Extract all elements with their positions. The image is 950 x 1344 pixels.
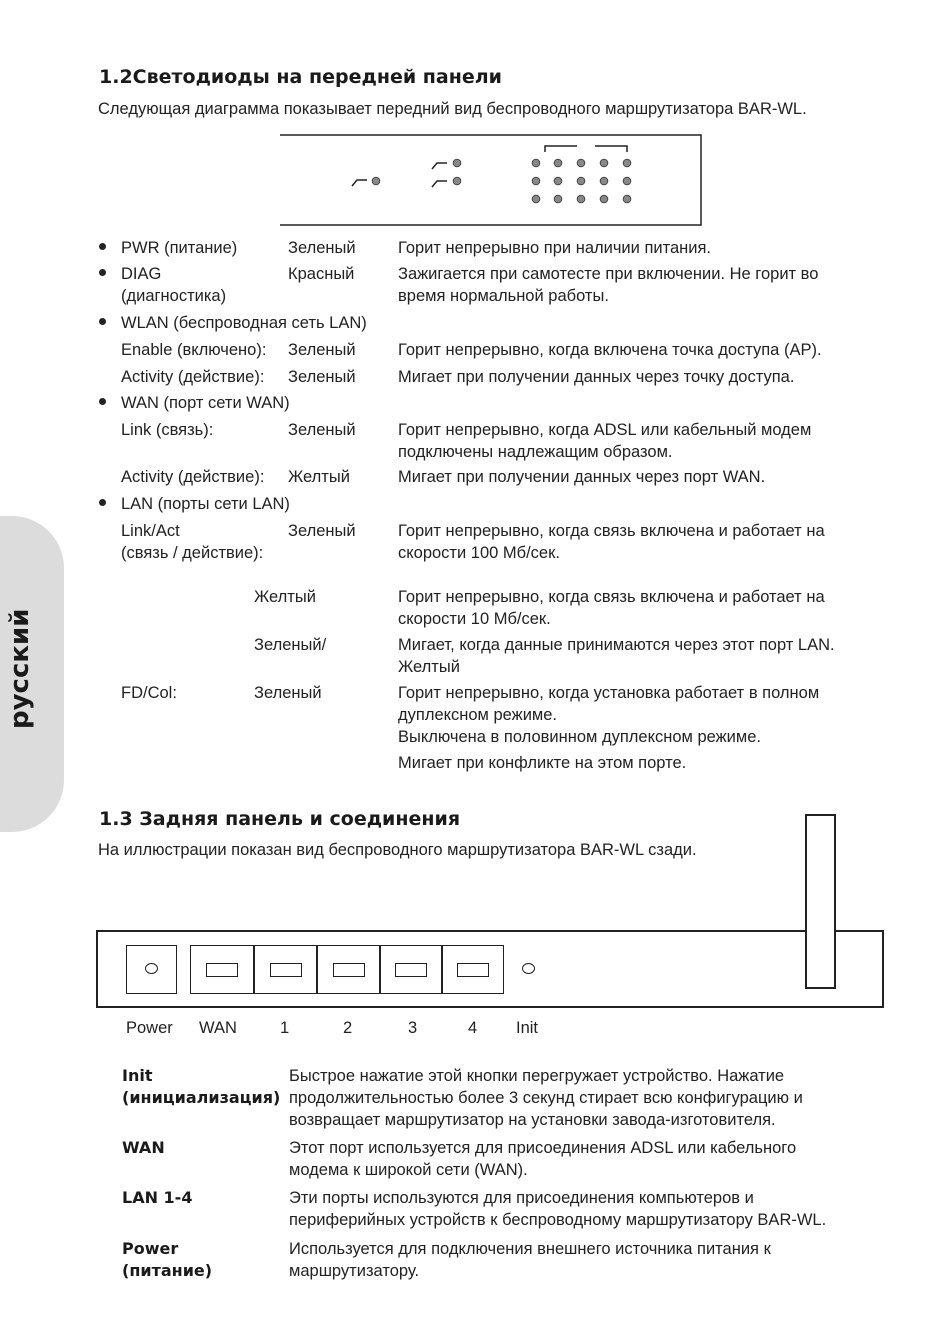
lan-port-1 bbox=[254, 945, 317, 994]
led-desc-line: Мигает, когда данные принимаются через этот порт LAN. bbox=[398, 636, 835, 654]
led-color: Красный bbox=[288, 265, 355, 283]
pwr-led bbox=[372, 177, 380, 185]
bullet bbox=[99, 243, 106, 250]
section-1-2-intro: Следующая диаграмма показывает передний вид беспроводного маршрутизатора BAR-WL. bbox=[98, 100, 807, 118]
wlan-enable-led bbox=[453, 159, 461, 167]
pwr-led-leader bbox=[352, 180, 367, 186]
led-desc-line: Горит непрерывно, когда установка работает в полном bbox=[398, 684, 820, 702]
rear-label-lan-3: 3 bbox=[408, 1019, 418, 1037]
led-desc-line: Мигает при конфликте на этом порте. bbox=[398, 754, 687, 772]
led-color: Зеленый bbox=[288, 522, 356, 540]
rear-label-init: Init bbox=[516, 1019, 539, 1037]
definition-desc-line: продолжительностью более 3 секунд стирает всю конфигурацию и bbox=[289, 1089, 803, 1107]
led-color: Желтый bbox=[288, 468, 350, 486]
bullet bbox=[99, 269, 106, 276]
power-jack-icon bbox=[145, 963, 158, 974]
led bbox=[554, 177, 562, 185]
side-language-label: русский bbox=[5, 608, 35, 729]
led-name-sub: (связь / действие): bbox=[121, 544, 264, 562]
definition-desc-line: Используется для подключения внешнего источника питания к bbox=[289, 1240, 771, 1258]
bullet bbox=[99, 398, 106, 405]
led bbox=[600, 159, 608, 167]
led-desc-line: Желтый bbox=[398, 658, 460, 676]
led bbox=[554, 195, 562, 203]
definition-term: Power bbox=[122, 1239, 179, 1258]
section-1-2-heading: 1.2Светодиоды на передней панели bbox=[99, 66, 502, 88]
rear-label-lan-1: 1 bbox=[280, 1019, 290, 1037]
led bbox=[577, 159, 585, 167]
led-desc-line: время нормальной работы. bbox=[398, 287, 609, 305]
led-desc-line: скорости 100 Мб/сек. bbox=[398, 544, 560, 562]
bullet bbox=[99, 499, 106, 506]
definition-desc-line: модема к широкой сети (WAN). bbox=[289, 1161, 528, 1179]
led-desc-line: подключены надлежащим образом. bbox=[398, 443, 673, 461]
led-desc-line: Мигает при получении данных через точку доступа. bbox=[398, 368, 795, 386]
led bbox=[623, 159, 631, 167]
led bbox=[623, 195, 631, 203]
lan-bracket-right bbox=[595, 146, 627, 152]
led-color: Зеленый bbox=[288, 341, 356, 359]
led-name: PWR (питание) bbox=[121, 239, 238, 257]
definition-term: LAN 1-4 bbox=[122, 1188, 193, 1207]
led-name: Activity (действие): bbox=[121, 368, 265, 386]
wlan-activity-led bbox=[453, 177, 461, 185]
led-group-name: LAN (порты сети LAN) bbox=[121, 495, 290, 513]
led-desc-line: Выключена в половинном дуплексном режиме. bbox=[398, 728, 761, 746]
ethernet-slot-icon bbox=[270, 963, 302, 977]
lan-bracket-left bbox=[545, 146, 577, 152]
led-desc-line: Горит непрерывно, когда связь включена и работает на bbox=[398, 522, 825, 540]
wlan-activity-led-leader bbox=[432, 181, 447, 187]
definition-desc-line: Этот порт используется для присоединения ADSL или кабельного bbox=[289, 1139, 797, 1157]
rear-label-lan-2: 2 bbox=[343, 1019, 353, 1037]
led bbox=[532, 177, 540, 185]
bullet bbox=[99, 318, 106, 325]
led-name: Activity (действие): bbox=[121, 468, 265, 486]
lan-port-2 bbox=[317, 945, 380, 994]
led-name: Link (связь): bbox=[121, 421, 214, 439]
led-desc-line: Горит непрерывно, когда ADSL или кабельный модем bbox=[398, 421, 812, 439]
antenna-outline bbox=[805, 814, 836, 989]
rear-label-wan: WAN bbox=[199, 1019, 237, 1037]
led-color: Зеленый bbox=[288, 239, 356, 257]
led-desc-line: скорости 10 Мб/сек. bbox=[398, 610, 551, 628]
definition-desc-line: маршрутизатору. bbox=[289, 1262, 420, 1280]
wan-port bbox=[190, 945, 254, 994]
lan-port-3 bbox=[380, 945, 442, 994]
led-group-name: WLAN (беспроводная сеть LAN) bbox=[121, 314, 367, 332]
power-port bbox=[126, 945, 177, 994]
led-color: Зеленый bbox=[254, 684, 322, 702]
ethernet-slot-icon bbox=[206, 963, 238, 977]
front-panel-outline bbox=[280, 135, 701, 225]
led-group-name: WAN (порт сети WAN) bbox=[121, 394, 290, 412]
led-name: DIAG bbox=[121, 265, 162, 283]
wlan-enable-led-leader bbox=[432, 163, 447, 169]
definition-desc-line: Быстрое нажатие этой кнопки перегружает устройство. Нажатие bbox=[289, 1067, 785, 1085]
led bbox=[600, 177, 608, 185]
definition-term: WAN bbox=[122, 1138, 165, 1157]
led-desc-line: дуплексном режиме. bbox=[398, 706, 558, 724]
definition-desc-line: Эти порты используются для присоединения компьютеров и bbox=[289, 1189, 754, 1207]
led-name: Link/Act bbox=[121, 522, 180, 540]
definition-term: (инициализация) bbox=[122, 1088, 281, 1107]
led bbox=[554, 159, 562, 167]
definition-desc-line: возвращает маршрутизатор на установки завода-изготовителя. bbox=[289, 1111, 776, 1129]
definition-term: Init bbox=[122, 1066, 153, 1085]
led-color: Желтый bbox=[254, 588, 316, 606]
led-color: Зеленый/ bbox=[254, 636, 327, 654]
led-desc-line: Горит непрерывно, когда включена точка доступа (AP). bbox=[398, 341, 822, 359]
led-name-sub: (диагностика) bbox=[121, 287, 227, 305]
ethernet-slot-icon bbox=[395, 963, 427, 977]
led-desc-line: Горит непрерывно при наличии питания. bbox=[398, 239, 712, 257]
definition-desc-line: периферийных устройств к беспроводному маршрутизатору BAR-WL. bbox=[289, 1211, 827, 1229]
led bbox=[600, 195, 608, 203]
init-button-icon bbox=[522, 963, 535, 974]
led bbox=[532, 159, 540, 167]
section-1-3-heading: 1.3 Задняя панель и соединения bbox=[99, 808, 461, 830]
ethernet-slot-icon bbox=[457, 963, 489, 977]
led-desc-line: Зажигается при самотесте при включении. Не горит во bbox=[398, 265, 819, 283]
led-name: FD/Col: bbox=[121, 684, 177, 702]
section-1-3-intro: На иллюстрации показан вид беспроводного маршрутизатора BAR-WL сзади. bbox=[98, 841, 697, 859]
led-color: Зеленый bbox=[288, 368, 356, 386]
led bbox=[623, 177, 631, 185]
led-desc-line: Мигает при получении данных через порт WAN. bbox=[398, 468, 766, 486]
led bbox=[577, 177, 585, 185]
rear-label-lan-4: 4 bbox=[468, 1019, 478, 1037]
rear-label-power: Power bbox=[126, 1019, 173, 1037]
led bbox=[577, 195, 585, 203]
led-name: Enable (включено): bbox=[121, 341, 267, 359]
lan-port-4 bbox=[442, 945, 504, 994]
led-desc-line: Горит непрерывно, когда связь включена и работает на bbox=[398, 588, 825, 606]
led bbox=[532, 195, 540, 203]
definition-term: (питание) bbox=[122, 1261, 213, 1280]
front-panel-diagram bbox=[270, 128, 710, 232]
led-color: Зеленый bbox=[288, 421, 356, 439]
ethernet-slot-icon bbox=[333, 963, 365, 977]
